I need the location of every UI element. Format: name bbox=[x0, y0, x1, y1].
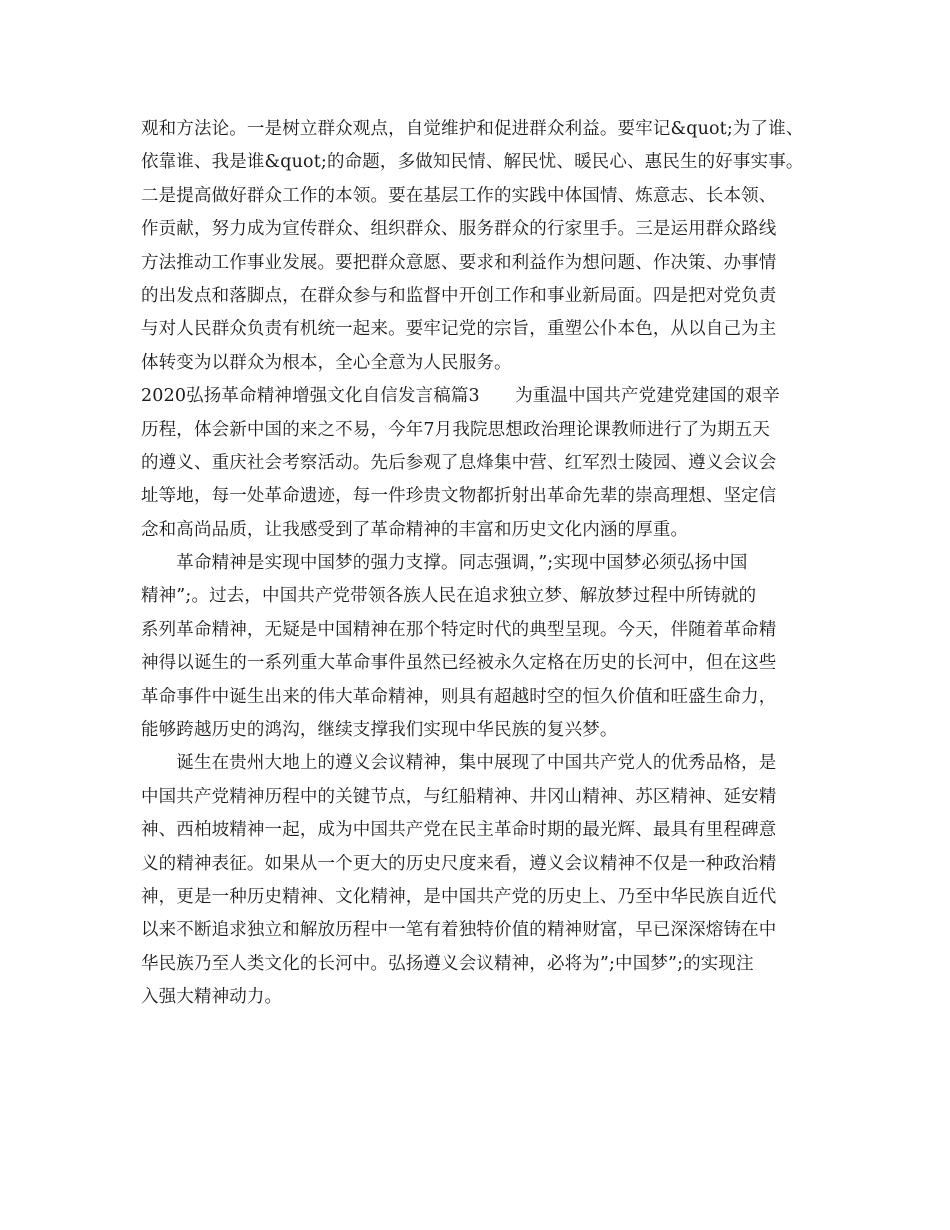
text-line: 以来不断追求独立和解放历程中一笔有着独特价值的精神财富，早已深深熔铸在中 bbox=[141, 920, 777, 941]
text-line: 观和方法论。一是树立群众观点，自觉维护和促进群众利益。要牢记&quot;为了谁、 bbox=[141, 119, 804, 139]
text-line: 依靠谁、我是谁&quot;的命题，多做知民情、解民忧、暖民心、惠民生的好事实事。 bbox=[141, 152, 804, 173]
text-line: 革命精神是实现中国梦的强力支撑。同志强调，”;实现中国梦必须弘扬中国 bbox=[141, 553, 748, 574]
text-line: 与对人民群众负责有机统一起来。要牢记党的宗旨，重塑公仆本色，从以自己为主 bbox=[141, 319, 777, 340]
text-line: 中国共产党精神历程中的关键节点，与红船精神、井冈山精神、苏区精神、延安精 bbox=[141, 786, 777, 807]
text-line: 作贡献，努力成为宣传群众、组织群众、服务群众的行家里手。三是运用群众路线 bbox=[141, 219, 777, 240]
text-line: 系列革命精神，无疑是中国精神在那个特定时代的典型呈现。今天，伴随着革命精 bbox=[141, 619, 777, 640]
text-line: 址等地，每一处革命遗迹，每一件珍贵文物都折射出革命先辈的崇高理想、坚定信 bbox=[141, 486, 777, 507]
body-text bbox=[141, 113, 821, 1015]
text-line: 入强大精神动力。 bbox=[141, 987, 283, 1008]
text-line: 念和高尚品质，让我感受到了革命精神的丰富和历史文化内涵的厚重。 bbox=[141, 519, 689, 540]
text-line: 神得以诞生的一系列重大革命事件虽然已经被永久定格在历史的长河中，但在这些 bbox=[141, 653, 777, 674]
text-line: 神，更是一种历史精神、文化精神，是中国共产党的历史上、乃至中华民族自近代 bbox=[141, 886, 777, 907]
text-line: 神、西柏坡精神一起，成为中国共产党在民主革命时期的最光辉、最具有里程碑意 bbox=[141, 820, 777, 841]
text-line: 革命事件中诞生出来的伟大革命精神，则具有超越时空的恒久价值和旺盛生命力， bbox=[141, 686, 777, 707]
text-line: 能够跨越历史的鸿沟，继续支撑我们实现中华民族的复兴梦。 bbox=[141, 720, 618, 741]
text-line: 的出发点和落脚点，在群众参与和监督中开创工作和事业新局面。四是把对党负责 bbox=[141, 285, 777, 306]
text-line: 精神”;。过去，中国共产党带领各族人民在追求独立梦、解放梦过程中所铸就的 bbox=[141, 586, 757, 607]
text-line: 方法推动工作事业发展。要把群众意愿、要求和利益作为想问题、作决策、办事情 bbox=[141, 252, 777, 273]
text-line: 华民族乃至人类文化的长河中。弘扬遵义会议精神，必将为”;中国梦”;的实现注 bbox=[141, 953, 754, 974]
text-line: 诞生在贵州大地上的遵义会议精神，集中展现了中国共产党人的优秀品格，是 bbox=[141, 753, 777, 774]
text-line: 的遵义、重庆社会考察活动。先后参观了息烽集中营、红军烈士陵园、遵义会议会 bbox=[141, 452, 777, 473]
text-line: 历程，体会新中国的来之不易，今年7月我院思想政治理论课教师进行了为期五天 bbox=[141, 419, 771, 440]
text-line: 体转变为以群众为根本，全心全意为人民服务。 bbox=[141, 352, 512, 373]
text-line: 义的精神表征。如果从一个更大的历史尺度来看，遵义会议精神不仅是一种政治精 bbox=[141, 853, 777, 874]
text-line: 二是提高做好群众工作的本领。要在基层工作的实践中体国情、炼意志、长本领、 bbox=[141, 185, 777, 206]
section-heading-line: 2020弘扬革命精神增强文化自信发言稿篇3 为重温中国共产党建党建国的艰辛 bbox=[141, 386, 780, 407]
